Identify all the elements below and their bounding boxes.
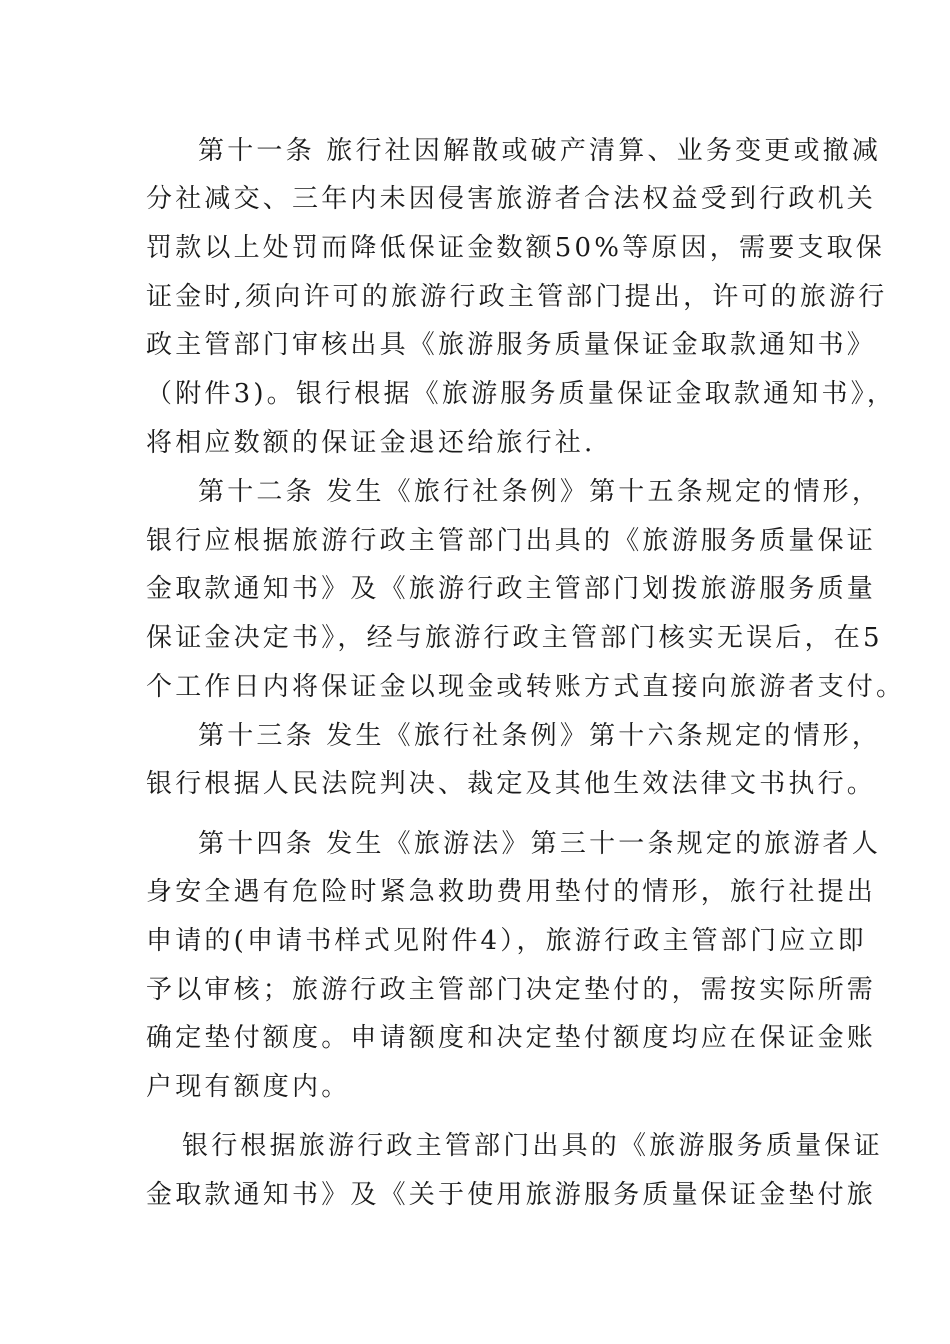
text-line: 予以审核；旅游行政主管部门决定垫付的，需按实际所需 — [146, 975, 877, 1005]
text-line: 证金时,须向许可的旅游行政主管部门提出，许可的旅游行 — [146, 282, 888, 312]
text-line: 个工作日内将保证金以现金或转账方式直接向旅游者支付。 — [146, 672, 906, 702]
text-line: 身安全遇有危险时紧急救助费用垫付的情形，旅行社提出 — [146, 877, 877, 907]
text-line: 户现有额度内。 — [146, 1072, 351, 1102]
text-line: 确定垫付额度。申请额度和决定垫付额度均应在保证金账 — [146, 1023, 877, 1053]
text-line: 金取款通知书》及《旅游行政主管部门划拨旅游服务质量 — [146, 574, 877, 604]
text-line: 第十一条 旅行社因解散或破产清算、业务变更或撤减 — [198, 136, 882, 166]
text-line: 第十三条 发生《旅行社条例》第十六条规定的情形， — [198, 721, 882, 751]
text-line: 将相应数额的保证金退还给旅行社. — [146, 428, 596, 458]
text-line: （附件3)。银行根据《旅游服务质量保证金取款通知书》， — [146, 379, 897, 409]
text-line: 金取款通知书》及《关于使用旅游服务质量保证金垫付旅 — [146, 1180, 877, 1210]
text-line: 政主管部门审核出具《旅游服务质量保证金取款通知书》 — [146, 330, 877, 360]
text-line: 银行根据旅游行政主管部门出具的《旅游服务质量保证 — [182, 1131, 883, 1161]
text-line: 申请的(申请书样式见附件4），旅游行政主管部门应立即 — [146, 926, 867, 956]
text-line: 银行应根据旅游行政主管部门出具的《旅游服务质量保证 — [146, 526, 877, 556]
text-line: 第十四条 发生《旅游法》第三十一条规定的旅游者人 — [198, 829, 882, 859]
text-line: 第十二条 发生《旅行社条例》第十五条规定的情形， — [198, 477, 882, 507]
text-line: 罚款以上处罚而降低保证金数额50%等原因，需要支取保 — [146, 233, 885, 263]
text-line: 保证金决定书》，经与旅游行政主管部门核实无误后，在5 — [146, 623, 883, 653]
text-line: 分社减交、三年内未因侵害旅游者合法权益受到行政机关 — [146, 184, 877, 214]
text-line: 银行根据人民法院判决、裁定及其他生效法律文书执行。 — [146, 769, 877, 799]
